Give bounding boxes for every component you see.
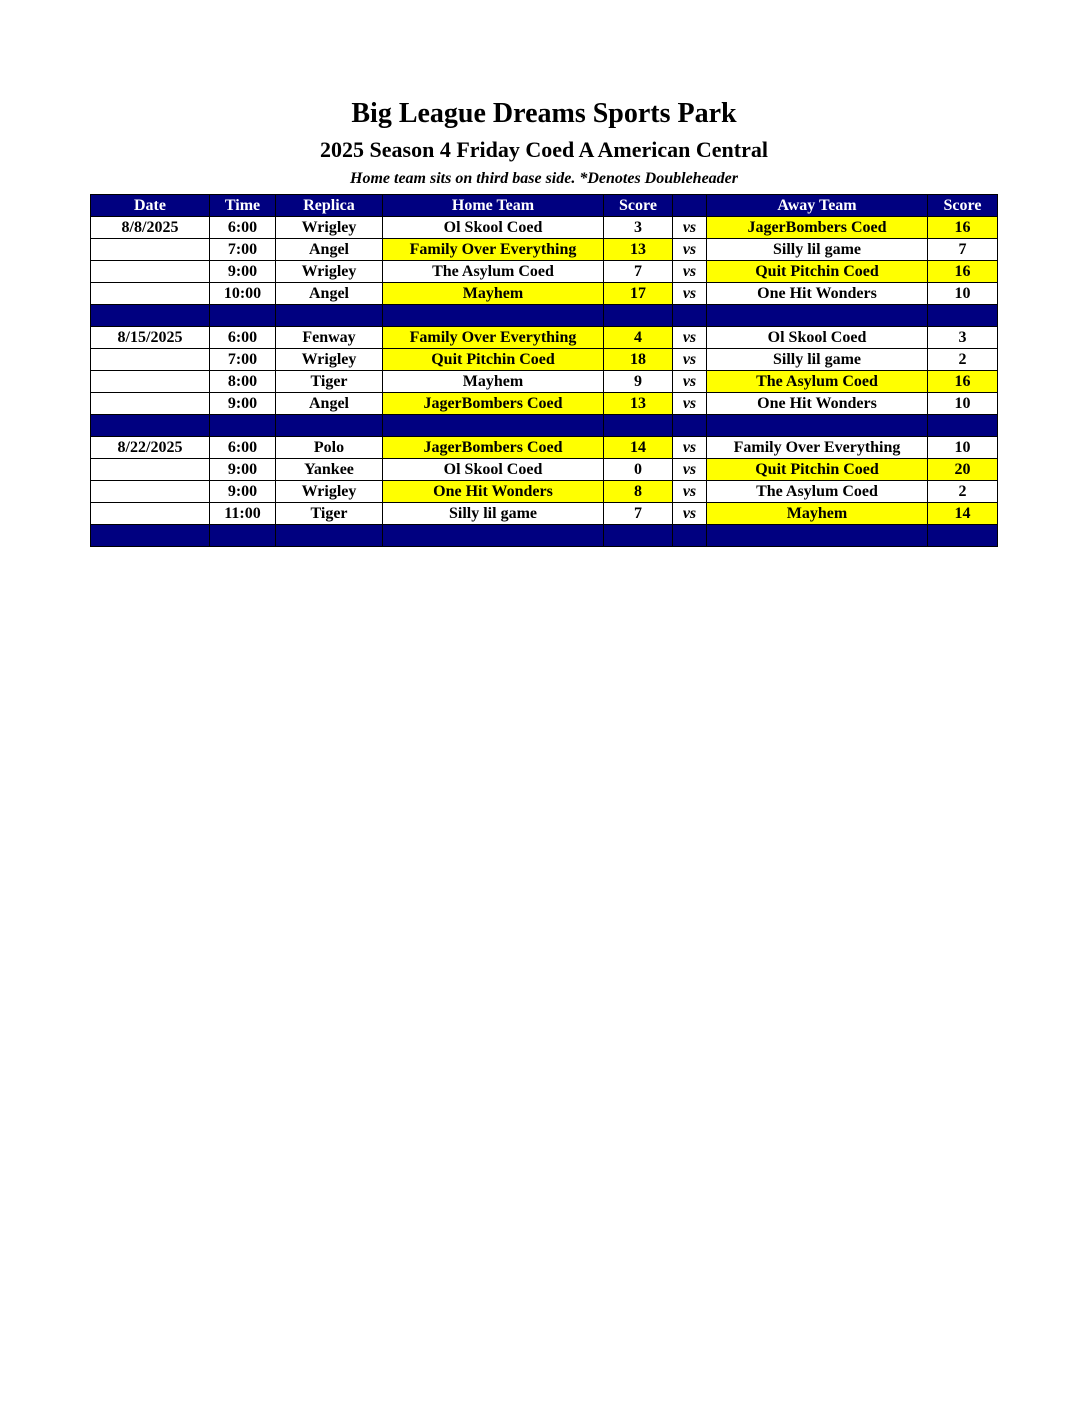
vs-cell: vs [673, 217, 707, 239]
home-team-cell: JagerBombers Coed [383, 393, 604, 415]
separator-cell [604, 415, 673, 437]
home-team-cell: Ol Skool Coed [383, 217, 604, 239]
replica-cell: Tiger [276, 371, 383, 393]
away-score-cell: 10 [928, 393, 998, 415]
replica-cell: Angel [276, 239, 383, 261]
home-score-cell: 7 [604, 503, 673, 525]
vs-cell: vs [673, 327, 707, 349]
away-score-cell: 7 [928, 239, 998, 261]
away-team-cell: JagerBombers Coed [707, 217, 928, 239]
away-score-cell: 16 [928, 371, 998, 393]
separator-cell [928, 415, 998, 437]
home-team-cell: Family Over Everything [383, 239, 604, 261]
date-cell [91, 371, 210, 393]
time-cell: 9:00 [210, 481, 276, 503]
home-score-cell: 8 [604, 481, 673, 503]
table-row [91, 393, 998, 415]
home-team-cell: Family Over Everything [383, 327, 604, 349]
date-cell [91, 349, 210, 371]
away-score-cell: 10 [928, 283, 998, 305]
date-cell [91, 283, 210, 305]
home-team-cell: Quit Pitchin Coed [383, 349, 604, 371]
separator-row [91, 305, 998, 327]
home-team-cell: One Hit Wonders [383, 481, 604, 503]
date-cell [91, 239, 210, 261]
schedule-note: Home team sits on third base side. *Denotes Doubleheader [350, 170, 738, 187]
time-cell: 6:00 [210, 437, 276, 459]
table-header-row [91, 195, 998, 217]
table-row [91, 261, 998, 283]
away-team-cell: Mayhem [707, 503, 928, 525]
vs-cell: vs [673, 481, 707, 503]
time-cell: 10:00 [210, 283, 276, 305]
separator-cell [383, 305, 604, 327]
separator-cell [673, 525, 707, 547]
away-team-cell: Ol Skool Coed [707, 327, 928, 349]
column-header: Date [91, 195, 210, 217]
time-cell: 9:00 [210, 459, 276, 481]
away-team-cell: Family Over Everything [707, 437, 928, 459]
table-row [91, 437, 998, 459]
vs-cell: vs [673, 239, 707, 261]
away-team-cell: The Asylum Coed [707, 481, 928, 503]
home-team-cell: Mayhem [383, 371, 604, 393]
away-team-cell: One Hit Wonders [707, 283, 928, 305]
column-header: Score [604, 195, 673, 217]
separator-cell [707, 415, 928, 437]
date-cell [91, 503, 210, 525]
away-score-cell: 2 [928, 481, 998, 503]
time-cell: 9:00 [210, 261, 276, 283]
time-cell: 6:00 [210, 327, 276, 349]
separator-cell [928, 305, 998, 327]
date-cell: 8/8/2025 [91, 217, 210, 239]
separator-cell [604, 525, 673, 547]
away-score-cell: 16 [928, 261, 998, 283]
separator-cell [276, 415, 383, 437]
vs-cell: vs [673, 393, 707, 415]
home-score-cell: 3 [604, 217, 673, 239]
separator-row [91, 415, 998, 437]
home-team-cell: Mayhem [383, 283, 604, 305]
table-row [91, 459, 998, 481]
page-title: Big League Dreams Sports Park [351, 98, 737, 129]
replica-cell: Tiger [276, 503, 383, 525]
separator-cell [928, 525, 998, 547]
date-cell [91, 393, 210, 415]
column-header: Time [210, 195, 276, 217]
table-row [91, 503, 998, 525]
separator-cell [91, 305, 210, 327]
date-cell [91, 481, 210, 503]
away-team-cell: Quit Pitchin Coed [707, 459, 928, 481]
vs-cell: vs [673, 283, 707, 305]
replica-cell: Angel [276, 283, 383, 305]
away-score-cell: 16 [928, 217, 998, 239]
separator-cell [91, 525, 210, 547]
home-score-cell: 14 [604, 437, 673, 459]
separator-cell [383, 415, 604, 437]
replica-cell: Fenway [276, 327, 383, 349]
away-score-cell: 20 [928, 459, 998, 481]
home-team-cell: Silly lil game [383, 503, 604, 525]
schedule-table [90, 194, 998, 547]
date-cell: 8/22/2025 [91, 437, 210, 459]
separator-cell [210, 305, 276, 327]
away-team-cell: Silly lil game [707, 239, 928, 261]
time-cell: 6:00 [210, 217, 276, 239]
column-header: Replica [276, 195, 383, 217]
separator-cell [210, 525, 276, 547]
home-score-cell: 17 [604, 283, 673, 305]
column-header: Score [928, 195, 998, 217]
table-row [91, 371, 998, 393]
separator-cell [604, 305, 673, 327]
vs-cell: vs [673, 349, 707, 371]
away-team-cell: Quit Pitchin Coed [707, 261, 928, 283]
separator-row [91, 525, 998, 547]
time-cell: 7:00 [210, 239, 276, 261]
vs-cell: vs [673, 503, 707, 525]
time-cell: 9:00 [210, 393, 276, 415]
away-team-cell: One Hit Wonders [707, 393, 928, 415]
home-score-cell: 13 [604, 239, 673, 261]
vs-cell: vs [673, 371, 707, 393]
home-score-cell: 18 [604, 349, 673, 371]
home-score-cell: 13 [604, 393, 673, 415]
home-team-cell: Ol Skool Coed [383, 459, 604, 481]
table-row [91, 481, 998, 503]
replica-cell: Wrigley [276, 261, 383, 283]
replica-cell: Wrigley [276, 349, 383, 371]
vs-cell: vs [673, 261, 707, 283]
column-header: Away Team [707, 195, 928, 217]
time-cell: 7:00 [210, 349, 276, 371]
replica-cell: Polo [276, 437, 383, 459]
vs-cell: vs [673, 437, 707, 459]
away-team-cell: Silly lil game [707, 349, 928, 371]
home-score-cell: 7 [604, 261, 673, 283]
time-cell: 11:00 [210, 503, 276, 525]
home-team-cell: JagerBombers Coed [383, 437, 604, 459]
separator-cell [707, 525, 928, 547]
home-score-cell: 4 [604, 327, 673, 349]
separator-cell [673, 305, 707, 327]
home-score-cell: 0 [604, 459, 673, 481]
table-row [91, 327, 998, 349]
table-row [91, 217, 998, 239]
replica-cell: Wrigley [276, 217, 383, 239]
time-cell: 8:00 [210, 371, 276, 393]
away-score-cell: 10 [928, 437, 998, 459]
away-score-cell: 3 [928, 327, 998, 349]
vs-cell: vs [673, 459, 707, 481]
column-header [673, 195, 707, 217]
replica-cell: Yankee [276, 459, 383, 481]
away-team-cell: The Asylum Coed [707, 371, 928, 393]
date-cell [91, 459, 210, 481]
away-score-cell: 14 [928, 503, 998, 525]
table-row [91, 239, 998, 261]
replica-cell: Angel [276, 393, 383, 415]
table-row [91, 349, 998, 371]
separator-cell [276, 305, 383, 327]
home-score-cell: 9 [604, 371, 673, 393]
table-row [91, 283, 998, 305]
date-cell [91, 261, 210, 283]
separator-cell [91, 415, 210, 437]
separator-cell [210, 415, 276, 437]
date-cell: 8/15/2025 [91, 327, 210, 349]
replica-cell: Wrigley [276, 481, 383, 503]
separator-cell [707, 305, 928, 327]
away-score-cell: 2 [928, 349, 998, 371]
separator-cell [276, 525, 383, 547]
page-subtitle: 2025 Season 4 Friday Coed A American Central [320, 137, 768, 162]
separator-cell [383, 525, 604, 547]
column-header: Home Team [383, 195, 604, 217]
separator-cell [673, 415, 707, 437]
home-team-cell: The Asylum Coed [383, 261, 604, 283]
